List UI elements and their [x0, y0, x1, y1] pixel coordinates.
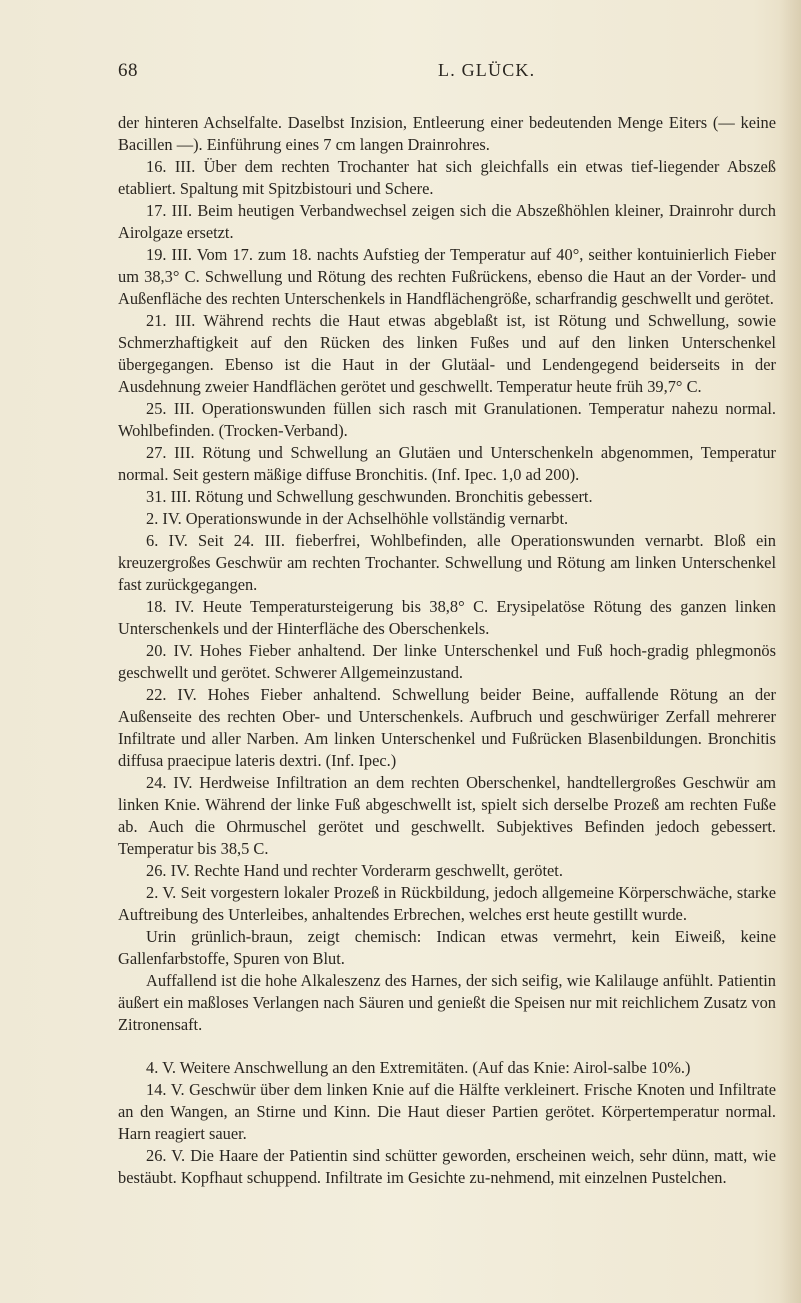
paragraph: 2. IV. Operationswunde in der Achselhöhle vollständig vernarbt. [146, 509, 569, 528]
paragraph: 20. IV. Hohes Fieber anhaltend. Der linke Unterschenkel und Fuß hoch-gradig phlegmonös geschwellt und gerötet. Schwerer Allgemeinzustand. [118, 641, 776, 682]
running-head: L. GLÜCK. [438, 60, 536, 80]
paragraph: 19. III. Vom 17. zum 18. nachts Aufstieg der Temperatur auf 40°, seither kontuinierlich Fieber um 38,3° C. Schwellung und Rötung des rechten Fußrückens, ebenso die Haut an der Vorder- und Außenfläche des rechten Unterschenkels in Handflächengröße, scharfrandig geschwellt und gerötet. [118, 245, 776, 308]
page-edge-shadow [779, 0, 801, 1303]
paragraph: 4. V. Weitere Anschwellung an den Extremitäten. (Auf das Knie: Airol-salbe 10%.) [146, 1058, 691, 1077]
paragraph: 26. IV. Rechte Hand und rechter Vorderarm geschwellt, gerötet. [146, 861, 563, 880]
paragraph: Auffallend ist die hohe Alkaleszenz des Harnes, der sich seifig, wie Kalilauge anfühlt. Patientin äußert ein maßloses Verlangen nach Säuren und genießt die Speisen nur mit reichlichem Zusatz von Zitronensaft. [118, 971, 776, 1034]
page-header [118, 60, 758, 84]
paragraph: 18. IV. Heute Temperatursteigerung bis 38,8° C. Erysipelatöse Rötung des ganzen linken Unterschenkels und der Hinterfläche des Oberschenkels. [118, 597, 776, 638]
paragraph: 24. IV. Herdweise Infiltration an dem rechten Oberschenkel, handtellergroßes Geschwür am linken Knie. Während der linke Fuß abgeschwellt ist, spielt sich derselbe Prozeß am rechten Fuße ab. Auch die Ohrmuschel gerötet und geschwellt. Subjektives Befinden jedoch gebessert. Temperatur bis 38,5 C. [118, 773, 776, 858]
paragraph: 2. V. Seit vorgestern lokaler Prozeß in Rückbildung, jedoch allgemeine Körperschwäche, starke Auftreibung des Unterleibes, anhaltendes Erbrechen, welches erst heute gestillt wurde. [118, 883, 776, 924]
paragraph: 16. III. Über dem rechten Trochanter hat sich gleichfalls ein etwas tief-liegender Abszeß etabliert. Spaltung mit Spitzbistouri und Schere. [118, 157, 776, 198]
paragraph: 17. III. Beim heutigen Verbandwechsel zeigen sich die Abszeßhöhlen kleiner, Drainrohr durch Airolgaze ersetzt. [118, 201, 776, 242]
paragraph: 25. III. Operationswunden füllen sich rasch mit Granulationen. Temperatur nahezu normal. Wohlbefinden. (Trocken-Verband). [118, 399, 776, 440]
paragraph: 31. III. Rötung und Schwellung geschwunden. Bronchitis gebessert. [146, 487, 593, 506]
paragraph: 26. V. Die Haare der Patientin sind schütter geworden, erscheinen weich, sehr dünn, matt, wie bestäubt. Kopfhaut schuppend. Infiltrate im Gesichte zu-nehmend, mit einzelnen Pustelchen. [118, 1146, 776, 1187]
paragraph: 27. III. Rötung und Schwellung an Glutäen und Unterschenkeln abgenommen, Temperatur normal. Seit gestern mäßige diffuse Bronchitis. (Inf. Ipec. 1,0 ad 200). [118, 443, 776, 484]
paragraph: 6. IV. Seit 24. III. fieberfrei, Wohlbefinden, alle Operationswunden vernarbt. Bloß ein kreuzergroßes Geschwür am rechten Trochanter. Schwellung und Rötung am linken Unterschenkel fast zurückgegangen. [118, 531, 776, 594]
paragraph: 21. III. Während rechts die Haut etwas abgeblaßt ist, ist Rötung und Schwellung, sowie Schmerzhaftigkeit auf den Rücken des linken Fußes und auf den linken Unterschenkel übergegangen. Ebenso ist die Haut in der Glutäal- und Lendengegend beiderseits in der Ausdehnung zweier Handflächen gerötet und geschwellt. Temperatur heute früh 39,7° C. [118, 311, 776, 396]
paragraph: Urin grünlich-braun, zeigt chemisch: Indican etwas vermehrt, kein Eiweiß, keine Gallenfarbstoffe, Spuren von Blut. [118, 927, 776, 968]
paragraph: der hinteren Achselfalte. Daselbst Inzision, Entleerung einer bedeutenden Menge Eiters (— keine Bacillen —). Einführung eines 7 cm langen Drainrohres. [118, 113, 776, 154]
page-number: 68 [118, 60, 138, 81]
page-body [118, 112, 776, 1189]
paragraph: 22. IV. Hohes Fieber anhaltend. Schwellung beider Beine, auffallende Rötung an der Außenseite des rechten Ober- und Unterschenkels. Aufbruch und geschwüriger Zerfall mehrerer Infiltrate und aller Narben. Am linken Unterschenkel und Fußrücken Blasenbildungen. Bronchitis diffusa praecipue lateris dextri. (Inf. Ipec.) [118, 685, 776, 770]
paragraph: 14. V. Geschwür über dem linken Knie auf die Hälfte verkleinert. Frische Knoten und Infiltrate an den Wangen, an Stirne und Kinn. Die Haut dieser Partien gerötet. Körpertemperatur normal. Harn reagiert sauer. [118, 1080, 776, 1143]
